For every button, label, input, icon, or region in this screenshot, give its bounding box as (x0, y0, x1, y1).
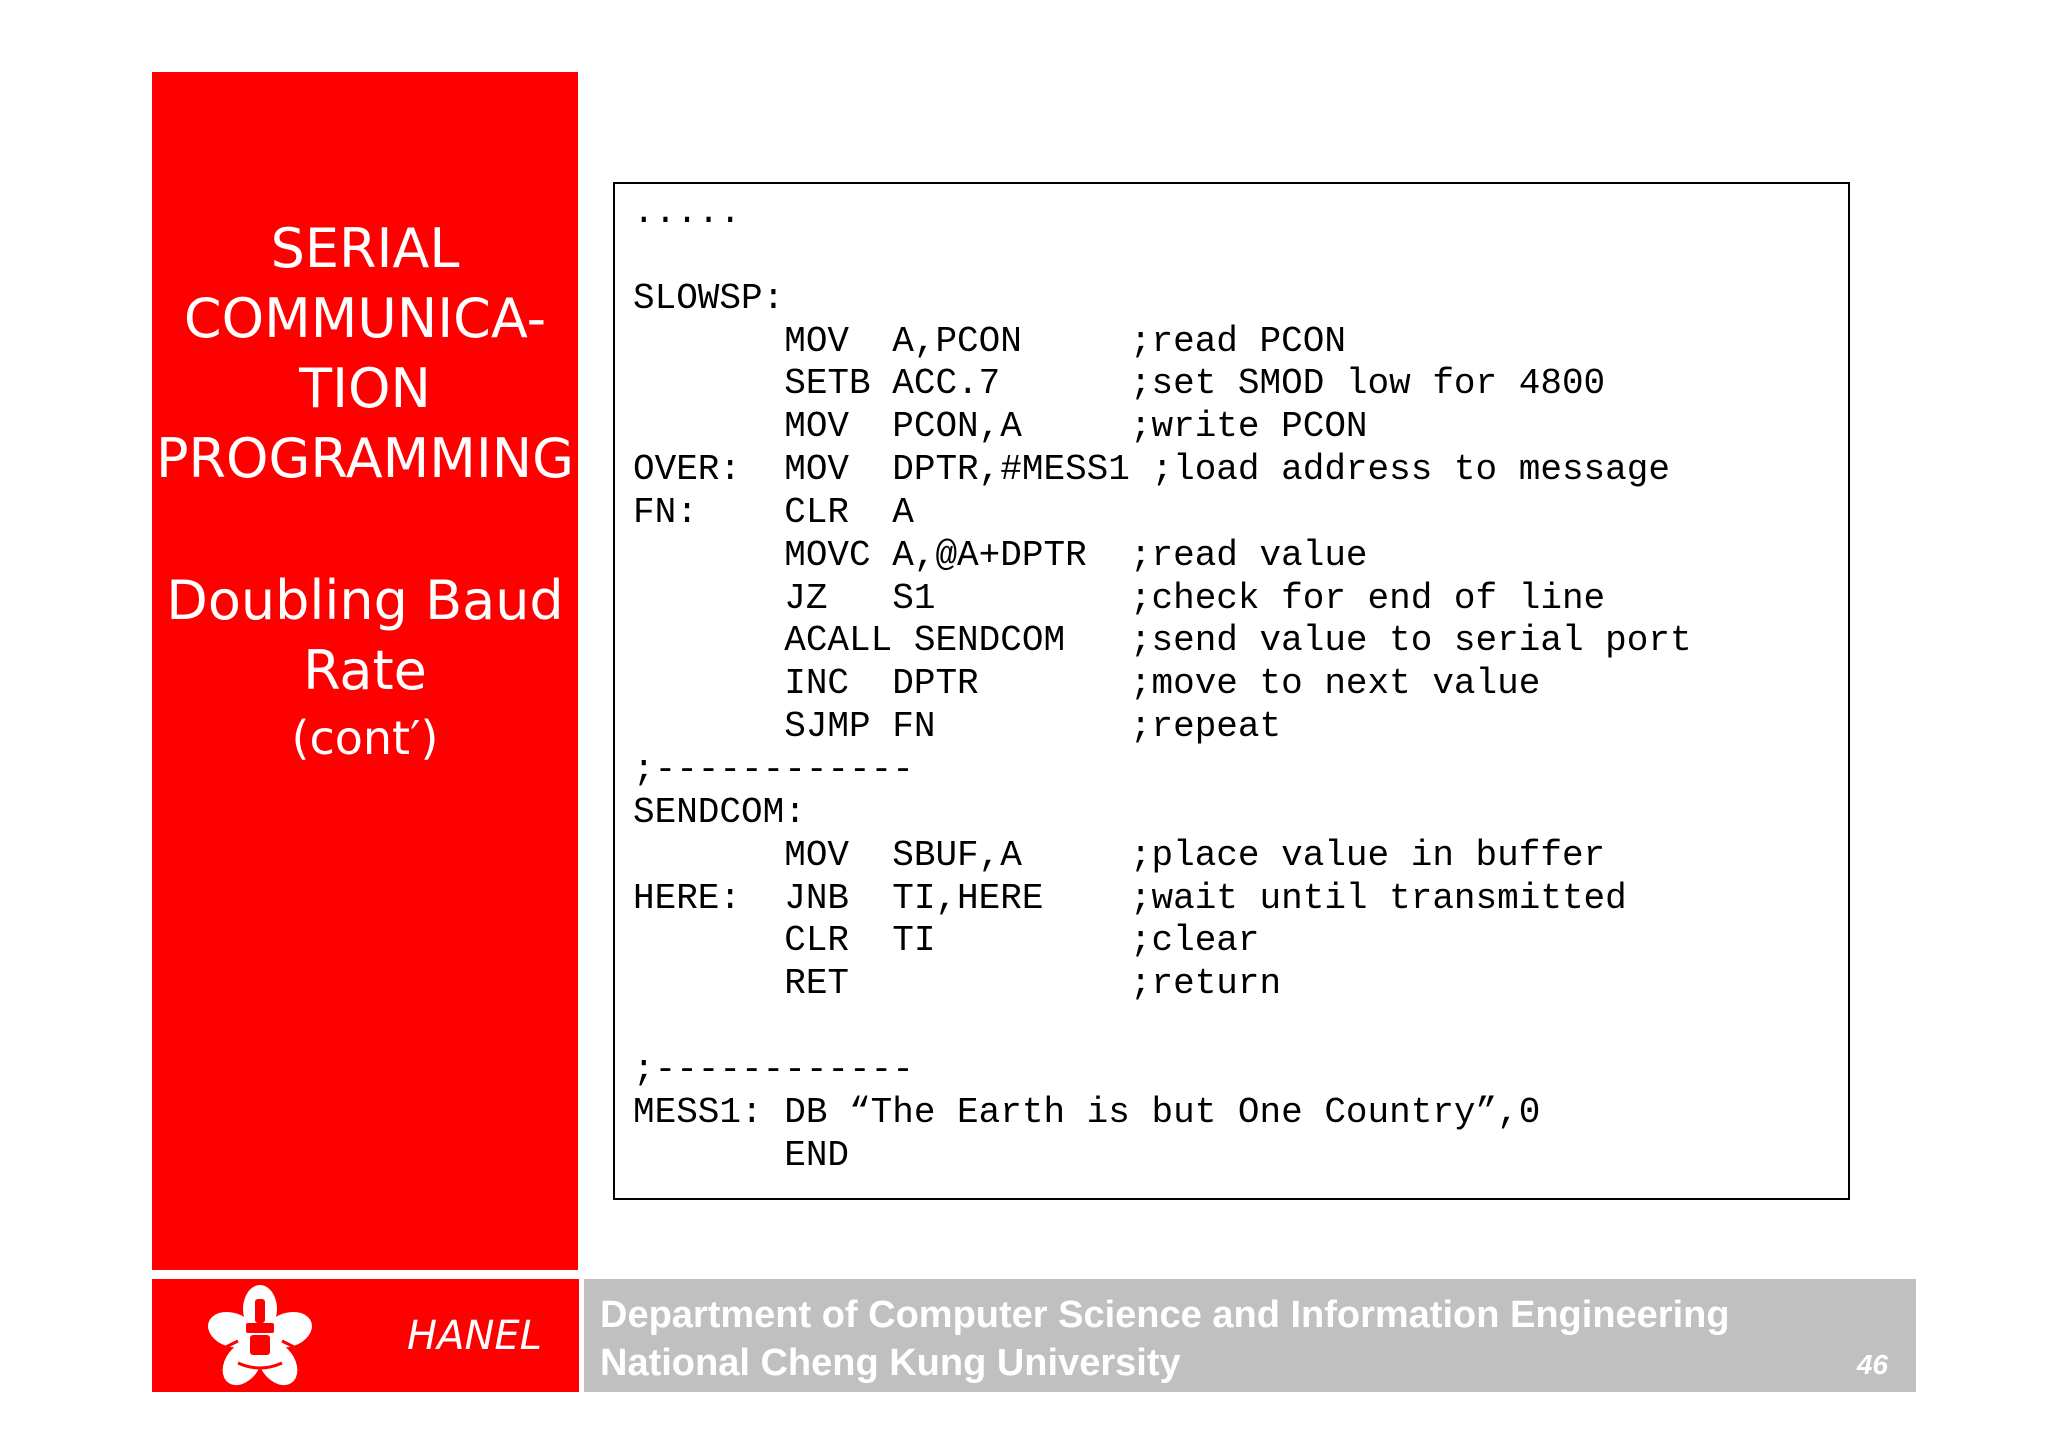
code-line: HERE: JNB TI,HERE ;wait until transmitted (633, 877, 1627, 919)
code-line: SLOWSP: (633, 277, 785, 319)
code-line: MOV A,PCON ;read PCON (633, 320, 1346, 362)
cont-label: (cont′) (291, 711, 439, 765)
code-line: SENDCOM: (633, 791, 806, 833)
code-line: ACALL SENDCOM ;send value to serial port (633, 620, 1692, 662)
code-line: MESS1: DB “The Earth is but One Country”,0 (633, 1091, 1541, 1133)
title-line: SERIAL (270, 217, 460, 280)
author-label: HANEL (407, 1313, 542, 1359)
slide-title (152, 214, 578, 770)
subtitle-line: Doubling Baud (166, 569, 564, 632)
code-line: RET ;return (633, 963, 1282, 1005)
department-line: Department of Computer Science and Information Engineering (600, 1294, 1730, 1336)
title-line: PROGRAMMING (155, 427, 575, 490)
page-number: 46 (1856, 1349, 1888, 1380)
department-text (600, 1291, 1730, 1387)
title-line: TION (299, 357, 431, 420)
code-line: OVER: MOV DPTR,#MESS1 ;load address to message (633, 449, 1670, 491)
code-line: JZ S1 ;check for end of line (633, 577, 1606, 619)
title-line: COMMUNICA- (183, 287, 547, 350)
title-spacer (152, 494, 578, 566)
university-line: National Cheng Kung University (600, 1342, 1181, 1384)
code-line: INC DPTR ;move to next value (633, 663, 1541, 705)
code-line: MOV SBUF,A ;place value in buffer (633, 834, 1606, 876)
footer-left-panel (152, 1279, 579, 1392)
footer-right-panel (584, 1279, 1916, 1392)
code-line (633, 1006, 1692, 1049)
code-line: CLR TI ;clear (633, 920, 1260, 962)
code-line: MOVC A,@A+DPTR ;read value (633, 534, 1368, 576)
subtitle-line: Rate (303, 639, 427, 702)
code-line: MOV PCON,A ;write PCON (633, 406, 1368, 448)
code-listing (633, 192, 1692, 1177)
code-line: FN: CLR A (633, 491, 914, 533)
code-line: ..... (633, 192, 742, 233)
ncku-logo-icon (204, 1285, 316, 1389)
code-line: SETB ACC.7 ;set SMOD low for 4800 (633, 363, 1606, 405)
code-line: ;------------ (633, 1048, 914, 1090)
code-line (633, 235, 1692, 278)
code-listing-box (613, 182, 1850, 1200)
code-line: END (633, 1134, 850, 1176)
code-line: SJMP FN ;repeat (633, 706, 1282, 748)
code-line: ;------------ (633, 748, 914, 790)
